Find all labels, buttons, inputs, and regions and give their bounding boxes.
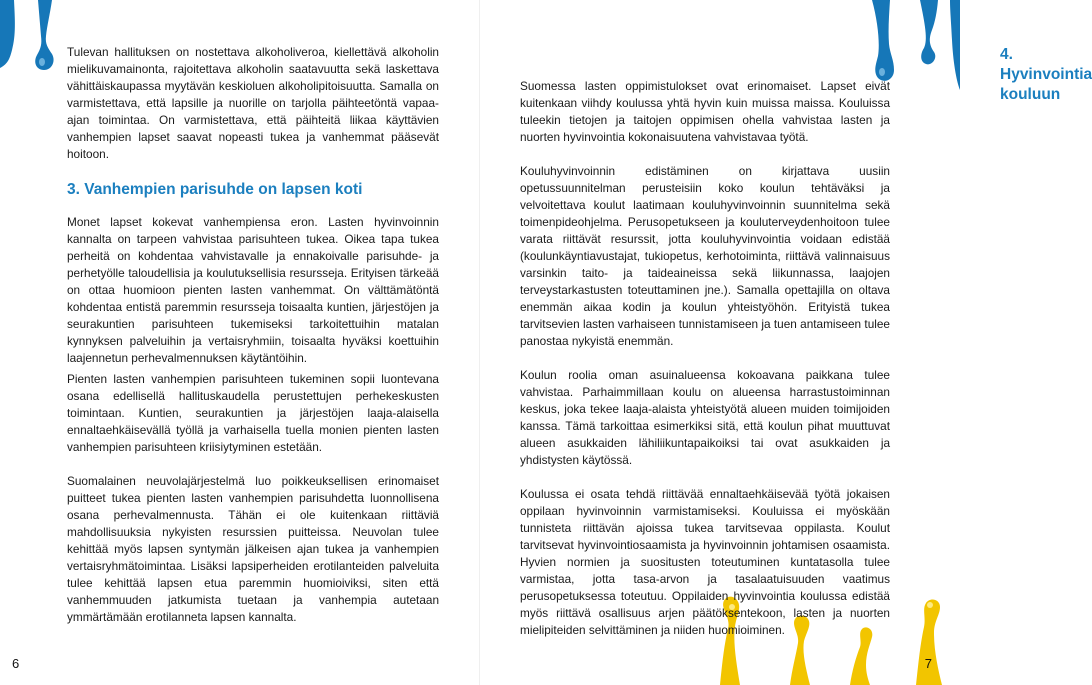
blue-paint-drip-icon <box>0 0 60 80</box>
section-heading-3: 3. Vanhempien parisuhde on lapsen koti <box>67 181 363 198</box>
section-heading-4: 4. Hyvinvointia kouluun <box>1000 46 1092 103</box>
left-page <box>0 0 480 685</box>
intro-paragraph: Tulevan hallituksen on nostettava alkoholiveroa, kiellettävä alkoholin mielikuvamainonta, rajoitettava alkoholin saatavuutta sekä laskettava vähittäiskaupassa myytävän keskioluen alkoholipitoisuutta. Samalla on varmistettava, että lapsille ja nuorille on tarjolla päihteetöntä vapaa-ajan toimintaa. On varmistettava, että päihteitä liikaa käyttävien vanhempien lapset saavat nopeasti tukea ja vanhemmat pääsevät hoitoon. <box>67 45 439 161</box>
page-number-left: 6 <box>12 656 20 671</box>
right-text-column <box>520 78 890 656</box>
body-paragraph: Kouluhyvinvoinnin edistäminen on kirjattava uusiin opetussuunnitelman perusteisiin koko koulun tehtäväksi ja velvoitettava koulut laatimaan kouluhyvinvoinnin suunnitelma sekä toimenpideohjelma. Perusopetukseen ja kouluterveydenhoitoon tulee varata riittävät resurssit, jotta kouluhyvinvointia voidaan edistää (koulunkäyntiavustajat, tukiopetus, kerhotoiminta, riittävä valinnaisuus varsinkin taito- ja taideaineissa sekä liikunnassa, laajojen terveystarkastusten toteuttaminen jne.). Samalla opettajilla on oltava enemmän aikaa kodin ja koulun yhteistyöhön. Erityistä tukea tarvitsevien lasten varhaiseen tunnistamiseen ja tuen antamiseen tulee panostaa nykyistä enemmän. <box>520 164 890 348</box>
body-paragraph: Pienten lasten vanhempien parisuhteen tukeminen sopii luontevana osana edellisellä hallituskaudella perustettujen perhekeskusten toimintaan. Kuntien, seurakuntien ja järjestöjen laaja-alaisella ennaltaehkäisevällä työllä ja varhaisella tuella monien pienten lasten vanhempien parisuhteen kriisiytyminen estetään. <box>67 372 439 454</box>
body-paragraph: Koulussa ei osata tehdä riittävää ennaltaehkäisevää työtä jokaisen oppilaan hyvinvoinnin varmistamiseksi. Kouluissa ei myöskään tunnisteta riittävän ajoissa tukea tarvitsevaa oppilasta. Koulut tarvitsevat hyvinvointiosaamista ja hyvinvoinnin johtamisen osaamista. Hyvien normien ja suositusten toteutuminen kuntatasolla tulee varmistaa, jotta tasa-arvon ja tasalaatuisuuden vaatimus perusopetuksessa toteutuu. Oppilaiden hyvinvointia koulussa edistää myös riittävä osallisuus arjen päätöksentekoon, lasten ja nuorten mielipiteiden selvittäminen ja niiden huomioiminen. <box>520 487 890 637</box>
page-number-right: 7 <box>924 656 932 671</box>
body-paragraph: Monet lapset kokevat vanhempiensa eron. Lasten hyvinvoinnin kannalta on tarpeen vahvistaa parisuhteen tukea. Oikea tapa tukea perheitä on kohdentaa vahvistavalle ja ennakoivalle parisuhde- ja perhetyölle taloudellisia ja koulutuksellisia resursseja. Erityisen tärkeää on ottaa huomioon pienten lasten vanhemmat. On välttämätöntä kohdentaa entistä paremmin resursseja toisaalta kuntien, järjestöjen ja seurakuntien parisuhteen tukemiseksi tarkoitettuihin matalan kynnyksen palveluihin ja vertaisryhmiin, toisaalta hyväksi koettuihin laajennetun perhevalmennuksen käytäntöihin. <box>67 215 439 365</box>
body-paragraph: Suomalainen neuvolajärjestelmä luo poikkeuksellisen erinomaiset puitteet tukea pienten lasten vanhempien parisuhdetta luonnollisena osana perhevalmennusta. Tähän ei ole kuitenkaan riittäviä mahdollisuuksia nykyisten resurssien puitteissa. Neuvolan tulee kehittää myös lapsen syntymän jälkeisen ajan tukea ja vanhempien vertaisryhmätoimintaa. Lisäksi lapsiperheiden erotilanteiden palveluita tulee kehittää lapsen etua paremmin huomioiviksi, siten että vanhemmuuden jatkumista tuetaan ja vanhempia autetaan ymmärtämään erotilanneta lapsen kannalta. <box>67 474 439 624</box>
left-text-column <box>67 44 439 643</box>
body-paragraph: Koulun roolia oman asuinalueensa kokoavana paikkana tulee vahvistaa. Parhaimmillaan koulu on alueensa harrastustoiminnan keskus, joka tekee laaja-alaista yhteistyötä alueen muiden toimijoiden kanssa. Tämä tarkoittaa esimerkiksi sitä, että koulun pihat muuttuvat alueen asukkaiden lähiliikuntapaikoiksi tai ovat asukkaiden ja yhdistysten käytössä. <box>520 368 890 467</box>
body-paragraph: Suomessa lasten oppimistulokset ovat erinomaiset. Lapset eivät kuitenkaan viihdy koulussa yhtä hyvin kuin muissa maissa. Kouluissa tuleekin tietojen ja taitojen oppimisen ohella vahvistaa lasten ja nuorten hyvinvointia kokonaisuutena vahvistavaa työtä. <box>520 79 890 144</box>
